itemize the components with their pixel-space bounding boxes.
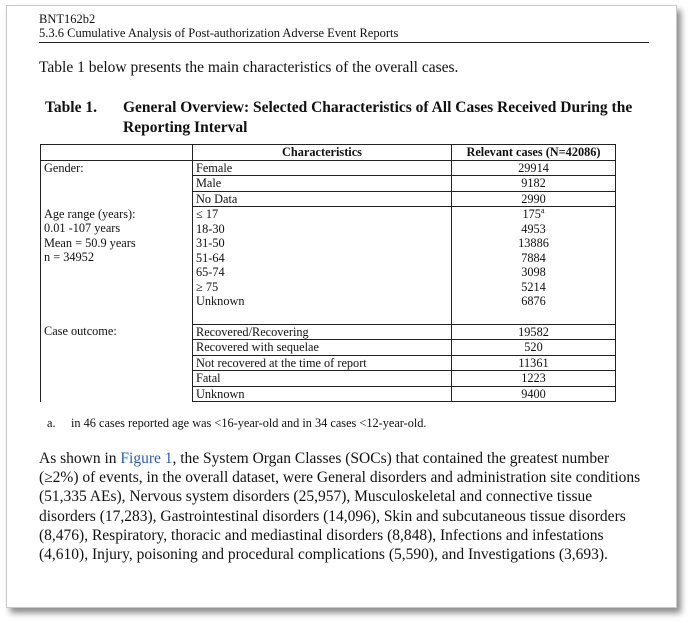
age-label-line: Age range (years): (44, 206, 136, 221)
header-cell-blank (41, 145, 193, 161)
header-rule (39, 42, 649, 43)
table-row-value (452, 207, 616, 222)
header-cell-relevant-cases: Relevant cases (N=42086) (452, 145, 616, 161)
table-row-value: 1223 (452, 371, 616, 387)
spacer-cell (193, 309, 452, 325)
footnote-text: in 46 cases reported age was <16-year-old and in 34 cases <12-year-old. (71, 416, 427, 430)
table-row-label: Recovered with sequelae (193, 340, 452, 356)
table-row-label: Fatal (193, 371, 452, 387)
paragraph-rest: , the System Organ Classes (SOCs) that contained the greatest number (≥2%) of events, in the overall dataset, were General disorders and administration site conditions (51,335 AEs), Nervous system disorders (25,957), Musculoskeletal and connective tissue disorders (17,283), Gastrointestinal disorders (14,096), Skin and subcutaneous tissue disorders (8,476), Respiratory, thoracic and mediastinal disorders (8,848), Infections and infestations (4,610), Injury, poisoning and procedural complications (5,590), and Investigations (3,693). (39, 450, 641, 564)
table-row-value: 13886 (452, 236, 616, 251)
table-row-value: 19582 (452, 324, 616, 340)
table-row-value: 520 (452, 340, 616, 356)
characteristics-table (40, 144, 616, 402)
table-row-value: 2990 (452, 191, 616, 207)
table-row-label: Male (193, 176, 452, 192)
header-cell-characteristics: Characteristics (193, 145, 452, 161)
table-number: Table 1. (45, 99, 97, 116)
age-label-line: 0.01 -107 years (44, 221, 121, 235)
age-label-line: Mean = 50.9 years (44, 235, 136, 250)
document-page (6, 5, 677, 608)
table-title: General Overview: Selected Characteristics of All Cases Received During the Reporting Interval (123, 99, 633, 136)
intro-text: Table 1 below presents the main characteristics of the overall cases. (39, 59, 459, 76)
table-row-value: 9182 (452, 176, 616, 192)
table-row-value: 3098 (452, 265, 616, 280)
figure-link[interactable]: Figure 1 (120, 450, 173, 467)
table-row-value: 4953 (452, 222, 616, 237)
header-section: 5.3.6 Cumulative Analysis of Post-authorization Adverse Event Reports (39, 26, 399, 40)
table-row-value: 29914 (452, 160, 616, 176)
table-row-label: Unknown (193, 386, 452, 402)
table-row-label: 51-64 (193, 251, 452, 266)
table-row-label: Female (193, 160, 452, 176)
spacer-cell (452, 309, 616, 325)
table-row-label: No Data (193, 191, 452, 207)
table-row-value: 6876 (452, 294, 616, 309)
body-paragraph (39, 449, 649, 564)
table-row-value: 5214 (452, 280, 616, 295)
header-product: BNT162b2 (39, 12, 96, 26)
table-row-label: Not recovered at the time of report (193, 355, 452, 371)
table-row-label: Recovered/Recovering (193, 324, 452, 340)
age-label-line: n = 34952 (44, 250, 94, 264)
paragraph-lead: As shown in (39, 450, 121, 467)
table-row-value: 9400 (452, 386, 616, 402)
footnote-letter: a. (47, 416, 56, 430)
gender-label: Gender: (41, 160, 193, 207)
outcome-label: Case outcome: (41, 324, 193, 402)
table-row-label: ≤ 17 (193, 207, 452, 222)
table-row-label: ≥ 75 (193, 280, 452, 295)
table-row-value: 11361 (452, 355, 616, 371)
table-row-value: 7884 (452, 251, 616, 266)
footnote-marker: a (540, 205, 545, 215)
table-row-label: 31-50 (193, 236, 452, 251)
value-text: 175 (522, 207, 541, 221)
table-row-label: 65-74 (193, 265, 452, 280)
table-row-label: Unknown (193, 294, 452, 309)
table-row-label: 18-30 (193, 222, 452, 237)
age-label (41, 207, 193, 325)
